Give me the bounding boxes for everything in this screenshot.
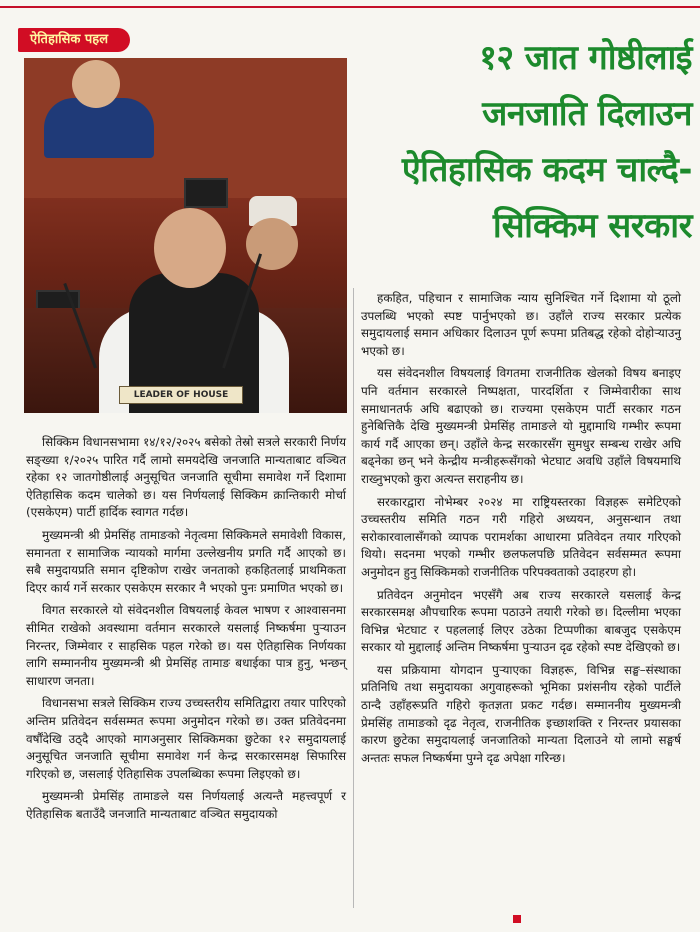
headline-line: सिक्किम सरकार [492, 206, 692, 246]
paragraph: सिक्किम विधानसभामा १४/१२/२०२५ बसेको तेस्रो सत्रले सरकारी निर्णय सङ्ख्या १/२०२५ पारित गर्दै लामो समयदेखि जनजाति मान्यताबाट वञ्चित रहेका १२ जातगोष्ठीलाई अनुसूचित जनजाति सूचीमा समावेश गर्ने दिशामा ऐतिहासिक कदम चालेको छ। यस निर्णयलाई सिक्किम क्रान्तिकारी मोर्चा (एसकेएम) पार्टी हार्दिक स्वागत गर्दछ। [26, 435, 346, 520]
photo-screen [184, 178, 228, 208]
photo-person-right-head [246, 218, 298, 270]
headline [352, 30, 692, 254]
photo-speaker-head [154, 208, 226, 288]
paragraph: विगत सरकारले यो संवेदनशील विषयलाई केवल भाषण र आश्वासनमा सीमित राखेको अवस्थामा वर्तमान सरकारले यसलाई निष्कर्षमा पुऱ्याउन निरन्तर, जिम्मेवार र साहसिक पहल गरेको छ। यस ऐतिहासिक निर्णयका लागि सम्माननीय मुख्यमन्त्री श्री प्रेमसिंह तामाङ बधाईका पात्र हुनु, भन्छन् साधारण जनता। [26, 603, 346, 688]
column-divider [353, 288, 354, 908]
paragraph: यस संवेदनशील विषयलाई विगतमा राजनीतिक खेलको विषय बनाइए पनि वर्तमान सरकारले निष्पक्षता, पारदर्शिता र जिम्मेवारीका साथ समाधानतर्फ अघि बढाएको छ। राज्यमा एसकेएम पार्टी सरकार गठन हुनेबित्तिकै देखि मुख्यमन्त्री प्रेमसिंह तामाङले यो मुद्दामाथि गम्भीर रूपमा कार्य गर्दै आएका छन्। उहाँले केन्द्र सरकारसँग सुमधुर सम्बन्ध राखेर अघि बढ्नेका छन् भने केन्द्रीय मन्त्रीहरूसँगको भेटघाट अवधि उहाँले विषयमाथि राख्नुभएको कुरा अत्यन्त सराहनीय छ। [361, 366, 681, 486]
headline-line: ऐतिहासिक कदम चाल्दै- [401, 150, 692, 190]
top-rule [0, 6, 700, 8]
article-column-right [361, 290, 681, 772]
nameplate: LEADER OF HOUSE [119, 386, 243, 404]
article-photo [24, 58, 347, 413]
headline-line: जनजाति दिलाउन [482, 94, 692, 134]
article-column-left [26, 434, 346, 828]
paragraph: मुख्यमन्त्री प्रेमसिंह तामाङले यस निर्णयलाई अत्यन्तै महत्त्वपूर्ण र ऐतिहासिक बताउँदै जनजाति मान्यताबाट वञ्चित समुदायको [26, 789, 346, 821]
end-of-article-mark [513, 915, 521, 923]
paragraph: प्रतिवेदन अनुमोदन भएसँगै अब राज्य सरकारले यसलाई केन्द्र सरकारसमक्ष औपचारिक रूपमा पठाउने तयारी गरेको छ। दिल्लीमा भएका विभिन्न भेटघाट र पहललाई लिएर उठेका टिप्पणीका बाबजुद एसकेएम सरकार यो मुद्दालाई अन्तिम निष्कर्षमा पुऱ्याउन दृढ रहेको स्पष्ट देखिएको छ। [361, 587, 681, 655]
paragraph: विधानसभा सत्रले सिक्किम राज्य उच्चस्तरीय समितिद्वारा तयार पारिएको अन्तिम प्रतिवेदन सर्वसम्मत रूपमा अनुमोदन गरेको छ। उक्त प्रतिवेदनमा वर्षौंदेखि उठ्दै आएको मागअनुसार सिक्किमका छुटेका १२ समुदायलाई अनुसूचित जनजाति सूचीमा समावेश गर्न केन्द्र सरकारसमक्ष सिफारिस गरिएको छ, जसलाई ऐतिहासिक उपलब्धिका रूपमा लिइएको छ। [26, 696, 346, 781]
photo-person-background-head [72, 60, 120, 108]
paragraph: हकहित, पहिचान र सामाजिक न्याय सुनिश्चित गर्ने दिशामा यो ठूलो उपलब्धि भएको स्पष्ट पार्नुभएको छ। उहाँले राज्य सरकार प्रत्येक समुदायलाई समान अधिकार दिलाउन पूर्ण रूपमा प्रतिबद्ध रहेको दोहोऱ्याउनु भएको छ। [361, 291, 681, 358]
paragraph: यस प्रक्रियामा योगदान पुऱ्याएका विज्ञहरू, विभिन्न सङ्घ–संस्थाका प्रतिनिधि तथा समुदायका अगुवाहरूको भूमिका प्रशंसनीय रहेको पार्टीले ठान्दै उहाँहरूप्रति गहिरो कृतज्ञता प्रकट गर्दछ। सम्माननीय मुख्यमन्त्री प्रेमसिंह तामाङको दृढ नेतृत्व, राजनीतिक इच्छाशक्ति र निरन्तर प्रयासका कारण छुटेका समुदायलाई जनजातिको मान्यता दिलाउने यो लामो सङ्घर्ष अन्ततः सफल निष्कर्षमा पुग्ने दृढ अपेक्षा गरिन्छ। [361, 662, 681, 765]
paragraph: मुख्यमन्त्री श्री प्रेमसिंह तामाङको नेतृत्वमा सिक्किमले समावेशी विकास, समानता र सामाजिक न्यायको मार्गमा उल्लेखनीय प्रगति गर्दै आएको छ। सबै समुदायप्रति समान दृष्टिकोण राखेर जनताको हकहितलाई प्राथमिकता दिएर कार्य गर्ने सरकार एसकेएम सरकार नै भएको पुनः प्रमाणित भएको छ। [26, 527, 346, 595]
paragraph: सरकारद्वारा नोभेम्बर २०२४ मा राष्ट्रियस्तरका विज्ञहरू समेटिएको उच्चस्तरीय समिति गठन गरी गहिरो अध्ययन, अनुसन्धान तथा सरोकारवालासँगको व्यापक परामर्शका आधारमा प्रतिवेदन तयार गरिएको थियो। सदनमा भएको गम्भीर छलफलपछि प्रतिवेदन सर्वसम्मत रूपमा अनुमोदन हुनु सिक्किमको राजनीतिक परिपक्वताको उदाहरण हो। [361, 494, 681, 579]
section-tag: ऐतिहासिक पहल [18, 28, 130, 52]
headline-line: १२ जात गोष्ठीलाई [479, 38, 692, 78]
